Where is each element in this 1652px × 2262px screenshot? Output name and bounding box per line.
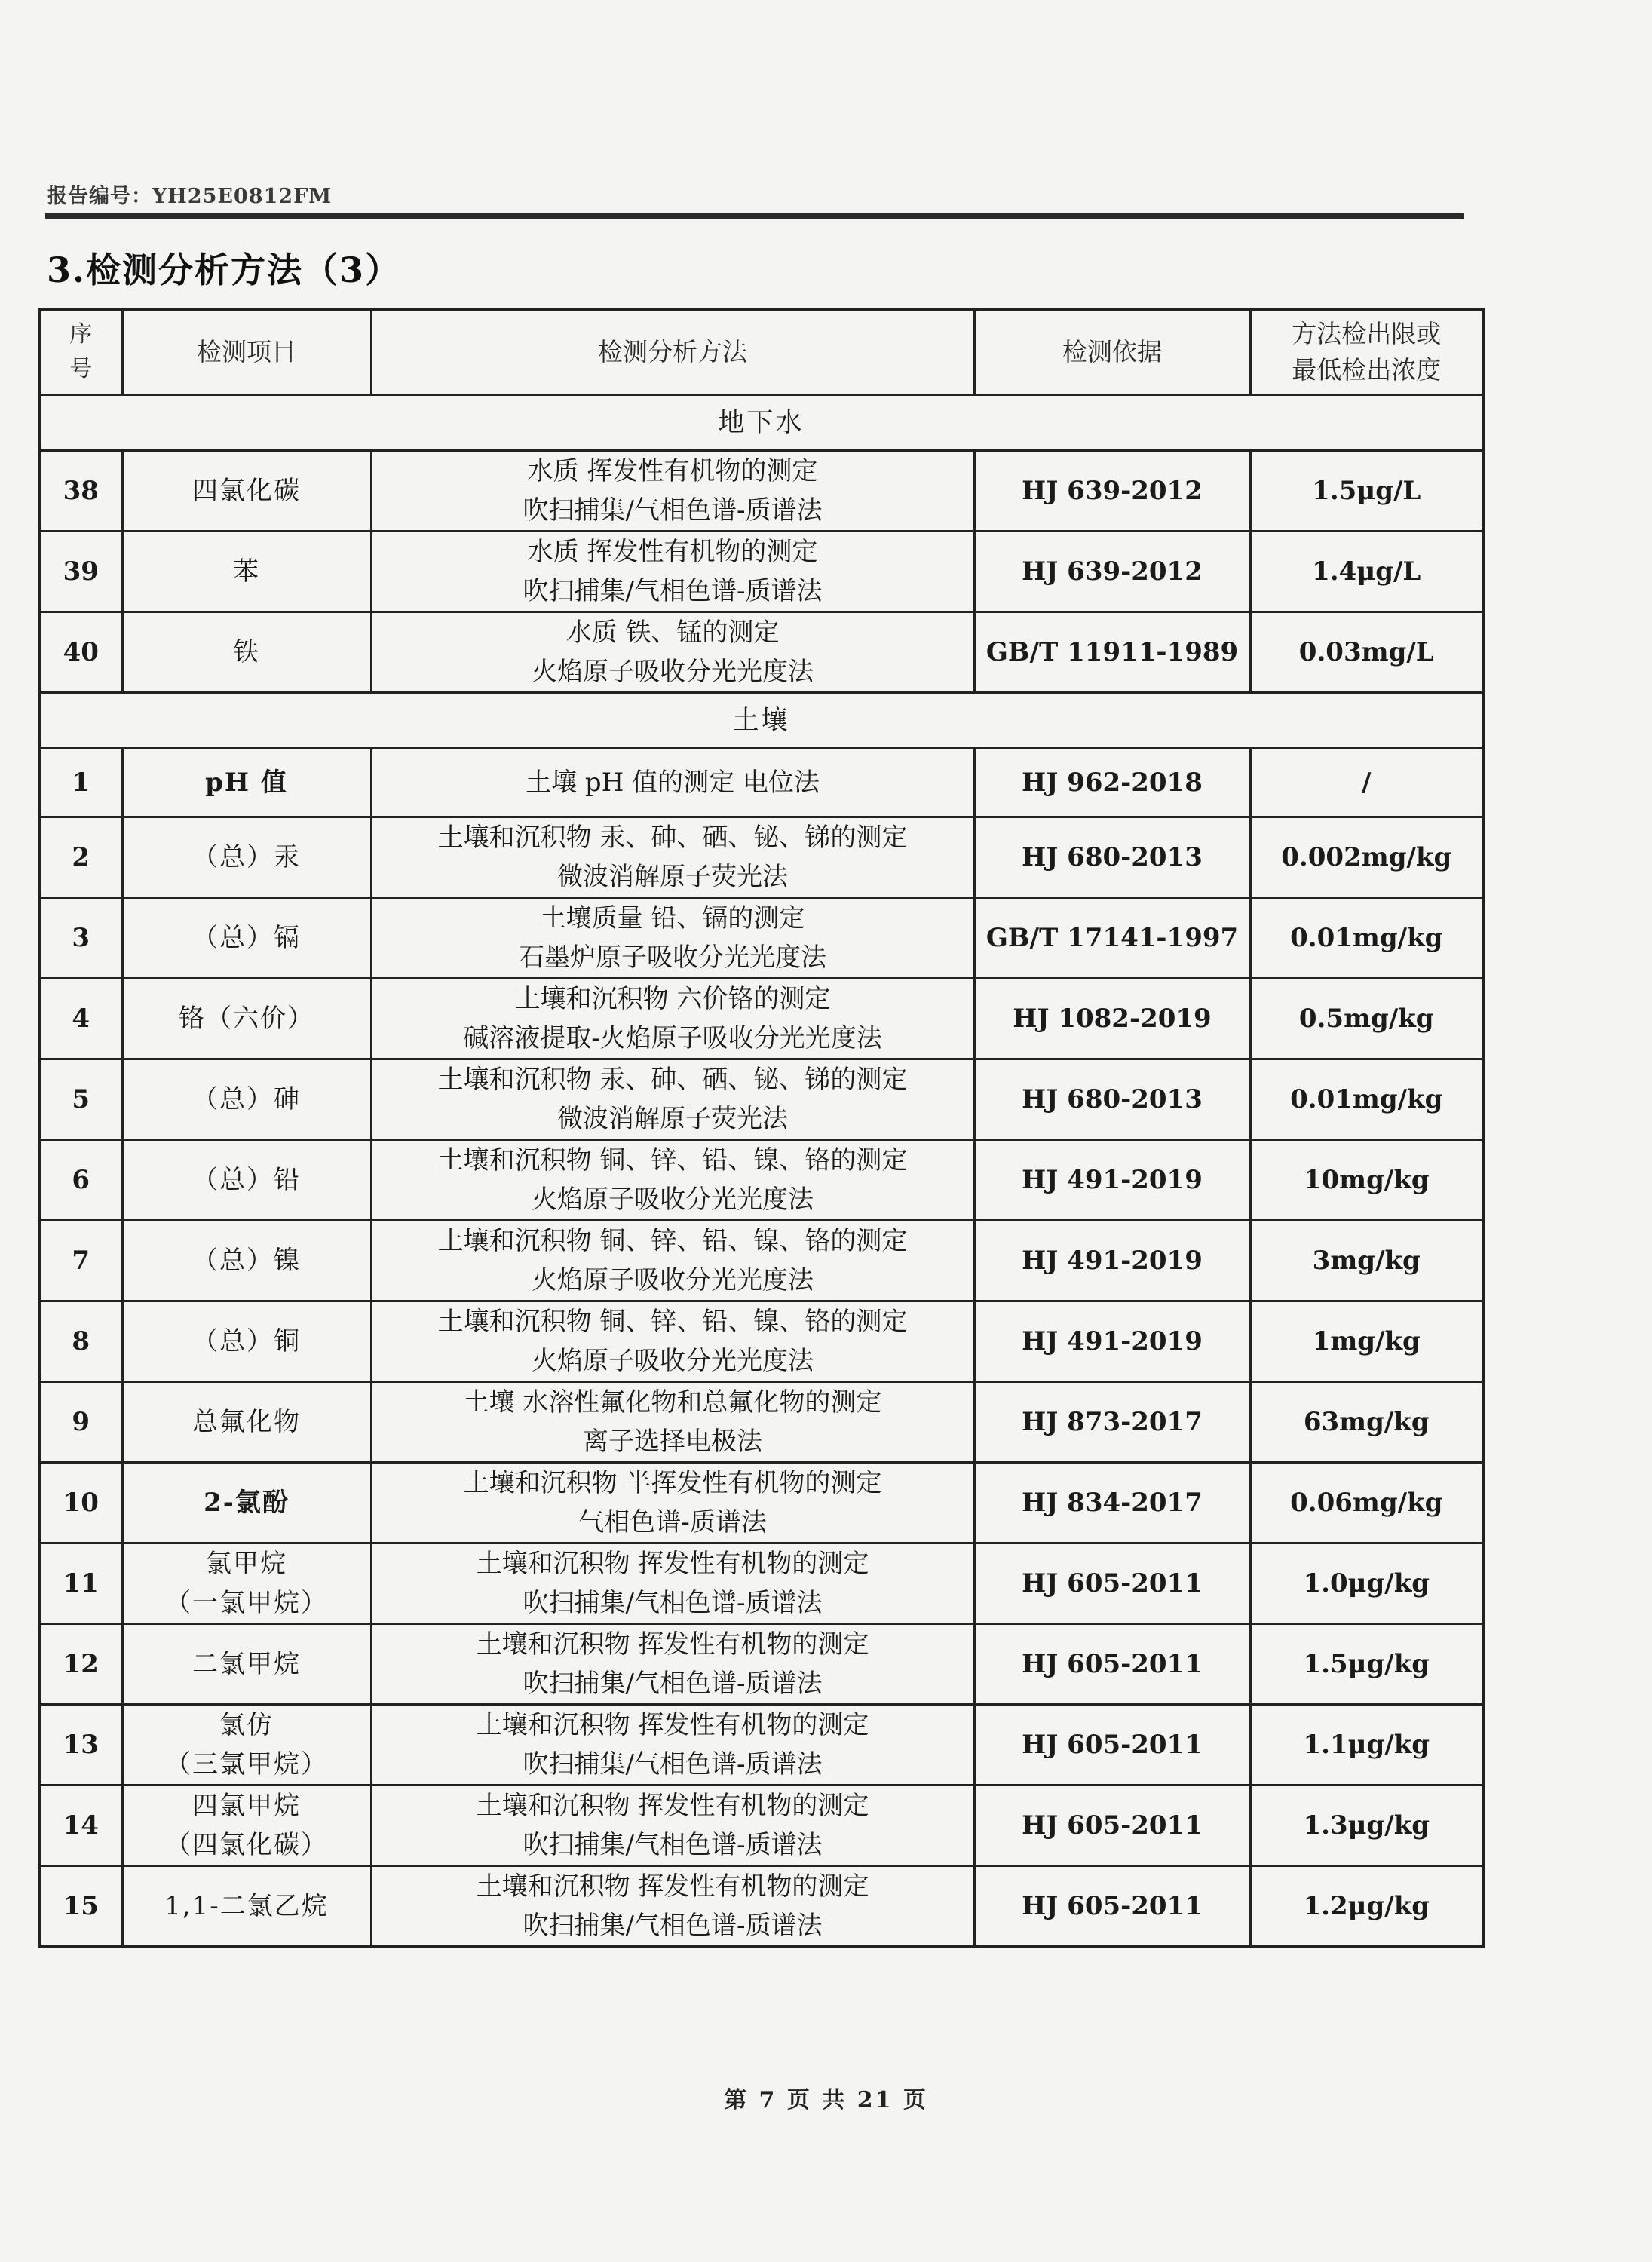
analysis-method-line2: 离子选择电极法 — [583, 1427, 762, 1457]
row-number: 14 — [39, 1785, 122, 1866]
analysis-method-line2: 气相色谱-质谱法 — [578, 1507, 767, 1537]
detection-limit: 1.1μg/kg — [1250, 1705, 1483, 1785]
detection-limit: / — [1250, 749, 1483, 817]
table-row — [39, 1705, 1483, 1785]
test-standard: HJ 605-2011 — [974, 1624, 1250, 1705]
detection-limit: 1.3μg/kg — [1250, 1785, 1483, 1866]
detection-limit: 0.5mg/kg — [1250, 979, 1483, 1059]
row-number: 5 — [39, 1059, 122, 1140]
test-item: 铁 — [122, 612, 371, 693]
test-item — [122, 1866, 371, 1948]
test-standard: GB/T 17141-1997 — [974, 898, 1250, 979]
detection-limit: 0.06mg/kg — [1250, 1463, 1483, 1543]
analysis-method — [371, 1543, 974, 1624]
analysis-method-line1: 土壤和沉积物 挥发性有机物的测定 — [476, 1791, 869, 1821]
test-item: （总）砷 — [122, 1059, 371, 1140]
analysis-method-line1: 土壤和沉积物 六价铬的测定 — [514, 984, 831, 1014]
test-standard: HJ 605-2011 — [974, 1543, 1250, 1624]
row-number: 4 — [39, 979, 122, 1059]
test-item-line1: 氯仿 — [219, 1710, 274, 1740]
detection-limit: 10mg/kg — [1250, 1140, 1483, 1221]
analysis-method — [371, 1705, 974, 1785]
column-header-seq-line2: 号 — [69, 356, 93, 382]
test-item-line1: 1,1-二氯乙烷 — [164, 1891, 329, 1921]
test-standard: HJ 639-2012 — [974, 451, 1250, 532]
analysis-method — [371, 612, 974, 693]
test-standard: HJ 639-2012 — [974, 532, 1250, 612]
test-standard: HJ 491-2019 — [974, 1221, 1250, 1301]
analysis-method-line1: 土壤和沉积物 铜、锌、铅、镍、铬的测定 — [437, 1307, 908, 1337]
analysis-method — [371, 898, 974, 979]
column-header-limit — [1250, 309, 1483, 395]
analysis-method-line1: 水质 铁、锰的测定 — [565, 618, 780, 648]
detection-limit: 0.002mg/kg — [1250, 817, 1483, 898]
row-number: 39 — [39, 532, 122, 612]
analysis-method-line2: 石墨炉原子吸收分光光度法 — [519, 942, 826, 973]
table-row — [39, 1785, 1483, 1866]
test-item: （总）铅 — [122, 1140, 371, 1221]
test-standard: HJ 834-2017 — [974, 1463, 1250, 1543]
analysis-method-line1: 土壤和沉积物 汞、砷、硒、铋、锑的测定 — [437, 1065, 908, 1095]
analysis-method-line1: 土壤和沉积物 半挥发性有机物的测定 — [463, 1468, 882, 1498]
table-row — [39, 1382, 1483, 1463]
table-row — [39, 451, 1483, 532]
analysis-method — [371, 979, 974, 1059]
test-standard: HJ 491-2019 — [974, 1140, 1250, 1221]
analysis-method-line2: 吹扫捕集/气相色谱-质谱法 — [523, 1588, 823, 1618]
detection-limit: 0.03mg/L — [1250, 612, 1483, 693]
test-item: （总）铜 — [122, 1301, 371, 1382]
row-number: 38 — [39, 451, 122, 532]
detection-limit: 1.2μg/kg — [1250, 1866, 1483, 1948]
column-header-seq — [39, 309, 122, 395]
row-number: 12 — [39, 1624, 122, 1705]
test-standard: HJ 605-2011 — [974, 1785, 1250, 1866]
column-header-item: 检测项目 — [122, 309, 371, 395]
table-row — [39, 898, 1483, 979]
row-number: 2 — [39, 817, 122, 898]
table-row — [39, 749, 1483, 817]
column-header-method: 检测分析方法 — [371, 309, 974, 395]
test-item: 四氯化碳 — [122, 451, 371, 532]
analysis-method-line1: 土壤和沉积物 挥发性有机物的测定 — [476, 1549, 869, 1579]
test-item: 苯 — [122, 532, 371, 612]
test-standard: HJ 605-2011 — [974, 1866, 1250, 1948]
table-header-row — [39, 309, 1483, 395]
group-label-groundwater: 地下水 — [39, 395, 1483, 451]
detection-limit: 3mg/kg — [1250, 1221, 1483, 1301]
analysis-method-line1: 土壤和沉积物 挥发性有机物的测定 — [476, 1629, 869, 1660]
table-row — [39, 1624, 1483, 1705]
detection-limit: 0.01mg/kg — [1250, 1059, 1483, 1140]
page-number: 第 7 页 共 21 页 — [724, 2087, 928, 2113]
analysis-method-line1: 土壤和沉积物 汞、砷、硒、铋、锑的测定 — [437, 823, 908, 853]
test-item: 2-氯酚 — [122, 1463, 371, 1543]
detection-limit: 1.0μg/kg — [1250, 1543, 1483, 1624]
test-item-line2: （一氯甲烷） — [165, 1588, 328, 1618]
test-standard: HJ 680-2013 — [974, 1059, 1250, 1140]
analysis-method-line1: 土壤质量 铅、镉的测定 — [540, 903, 805, 933]
column-header-standard: 检测依据 — [974, 309, 1250, 395]
header-divider — [45, 213, 1464, 219]
test-item-line1: 四氯甲烷 — [192, 1791, 301, 1821]
test-item-line1: 二氯甲烷 — [192, 1649, 301, 1679]
test-item: （总）镉 — [122, 898, 371, 979]
table-row — [39, 1543, 1483, 1624]
test-item: 总氟化物 — [122, 1382, 371, 1463]
analysis-method — [371, 1059, 974, 1140]
analysis-method-line1: 土壤和沉积物 铜、锌、铅、镍、铬的测定 — [437, 1226, 908, 1256]
analysis-method — [371, 451, 974, 532]
test-item: pH 值 — [122, 749, 371, 817]
test-item — [122, 1705, 371, 1785]
table-row — [39, 817, 1483, 898]
methods-table — [38, 308, 1485, 1948]
table-row — [39, 1301, 1483, 1382]
test-item: （总）汞 — [122, 817, 371, 898]
analysis-method — [371, 1301, 974, 1382]
analysis-method-line2: 微波消解原子荧光法 — [557, 1104, 788, 1134]
detection-limit: 0.01mg/kg — [1250, 898, 1483, 979]
table-row — [39, 1140, 1483, 1221]
row-number: 9 — [39, 1382, 122, 1463]
test-item-line1: 氯甲烷 — [206, 1549, 287, 1579]
analysis-method — [371, 532, 974, 612]
group-row-soil — [39, 693, 1483, 749]
analysis-method-line2: 吹扫捕集/气相色谱-质谱法 — [523, 1911, 823, 1941]
detection-limit: 1mg/kg — [1250, 1301, 1483, 1382]
analysis-method-line2: 吹扫捕集/气相色谱-质谱法 — [523, 1749, 823, 1779]
group-label-soil: 土壤 — [39, 693, 1483, 749]
analysis-method-line2: 火焰原子吸收分光光度法 — [532, 657, 814, 687]
analysis-method: 土壤 pH 值的测定 电位法 — [371, 749, 974, 817]
detection-limit: 1.5μg/L — [1250, 451, 1483, 532]
test-standard: HJ 873-2017 — [974, 1382, 1250, 1463]
row-number: 3 — [39, 898, 122, 979]
row-number: 6 — [39, 1140, 122, 1221]
test-standard: HJ 962-2018 — [974, 749, 1250, 817]
analysis-method-line2: 吹扫捕集/气相色谱-质谱法 — [523, 495, 823, 526]
row-number: 10 — [39, 1463, 122, 1543]
table-row — [39, 1221, 1483, 1301]
analysis-method-line2: 碱溶液提取-火焰原子吸收分光光度法 — [463, 1023, 882, 1053]
test-standard: HJ 491-2019 — [974, 1301, 1250, 1382]
column-header-limit-line2: 最低检出浓度 — [1292, 355, 1442, 385]
table-row — [39, 1463, 1483, 1543]
analysis-method — [371, 1140, 974, 1221]
analysis-method-line1: 土壤和沉积物 挥发性有机物的测定 — [476, 1871, 869, 1902]
column-header-limit-line1: 方法检出限或 — [1292, 319, 1442, 348]
analysis-method — [371, 1463, 974, 1543]
analysis-method-line2: 火焰原子吸收分光光度法 — [532, 1346, 814, 1376]
test-standard: GB/T 11911-1989 — [974, 612, 1250, 693]
report-number: 报告编号：YH25E0812FM — [47, 185, 333, 208]
row-number: 11 — [39, 1543, 122, 1624]
analysis-method-line2: 微波消解原子荧光法 — [557, 862, 788, 892]
analysis-method-line1: 水质 挥发性有机物的测定 — [527, 537, 818, 567]
analysis-method — [371, 1624, 974, 1705]
test-item — [122, 1785, 371, 1866]
table-row — [39, 1059, 1483, 1140]
row-number: 8 — [39, 1301, 122, 1382]
test-item — [122, 1624, 371, 1705]
analysis-method — [371, 1866, 974, 1948]
row-number: 7 — [39, 1221, 122, 1301]
analysis-method — [371, 817, 974, 898]
group-row-groundwater — [39, 395, 1483, 451]
row-number: 40 — [39, 612, 122, 693]
detection-limit: 1.4μg/L — [1250, 532, 1483, 612]
analysis-method-line1: 土壤和沉积物 铜、锌、铅、镍、铬的测定 — [437, 1145, 908, 1175]
table-row — [39, 612, 1483, 693]
table-row — [39, 1866, 1483, 1948]
row-number: 1 — [39, 749, 122, 817]
table-row — [39, 532, 1483, 612]
test-standard: HJ 680-2013 — [974, 817, 1250, 898]
section-title: 3.检测分析方法（3） — [47, 250, 402, 290]
table-row — [39, 979, 1483, 1059]
analysis-method — [371, 1382, 974, 1463]
analysis-method-line2: 吹扫捕集/气相色谱-质谱法 — [523, 1669, 823, 1699]
test-item-line2: （三氯甲烷） — [165, 1749, 328, 1779]
test-item-line2: （四氯化碳） — [165, 1830, 328, 1860]
test-item — [122, 1543, 371, 1624]
detection-limit: 1.5μg/kg — [1250, 1624, 1483, 1705]
analysis-method-line1: 土壤 水溶性氟化物和总氟化物的测定 — [463, 1387, 882, 1418]
analysis-method-line1: 水质 挥发性有机物的测定 — [527, 456, 818, 486]
detection-limit: 63mg/kg — [1250, 1382, 1483, 1463]
column-header-seq-line1: 序 — [69, 321, 93, 348]
test-item: （总）镍 — [122, 1221, 371, 1301]
analysis-method-line1: 土壤和沉积物 挥发性有机物的测定 — [476, 1710, 869, 1740]
analysis-method — [371, 1221, 974, 1301]
analysis-method-line2: 火焰原子吸收分光光度法 — [532, 1265, 814, 1295]
test-standard: HJ 1082-2019 — [974, 979, 1250, 1059]
row-number: 15 — [39, 1866, 122, 1948]
row-number: 13 — [39, 1705, 122, 1785]
test-item: 铬（六价） — [122, 979, 371, 1059]
analysis-method — [371, 1785, 974, 1866]
analysis-method-line2: 吹扫捕集/气相色谱-质谱法 — [523, 1830, 823, 1860]
test-standard: HJ 605-2011 — [974, 1705, 1250, 1785]
analysis-method-line2: 吹扫捕集/气相色谱-质谱法 — [523, 576, 823, 606]
analysis-method-line2: 火焰原子吸收分光光度法 — [532, 1185, 814, 1215]
